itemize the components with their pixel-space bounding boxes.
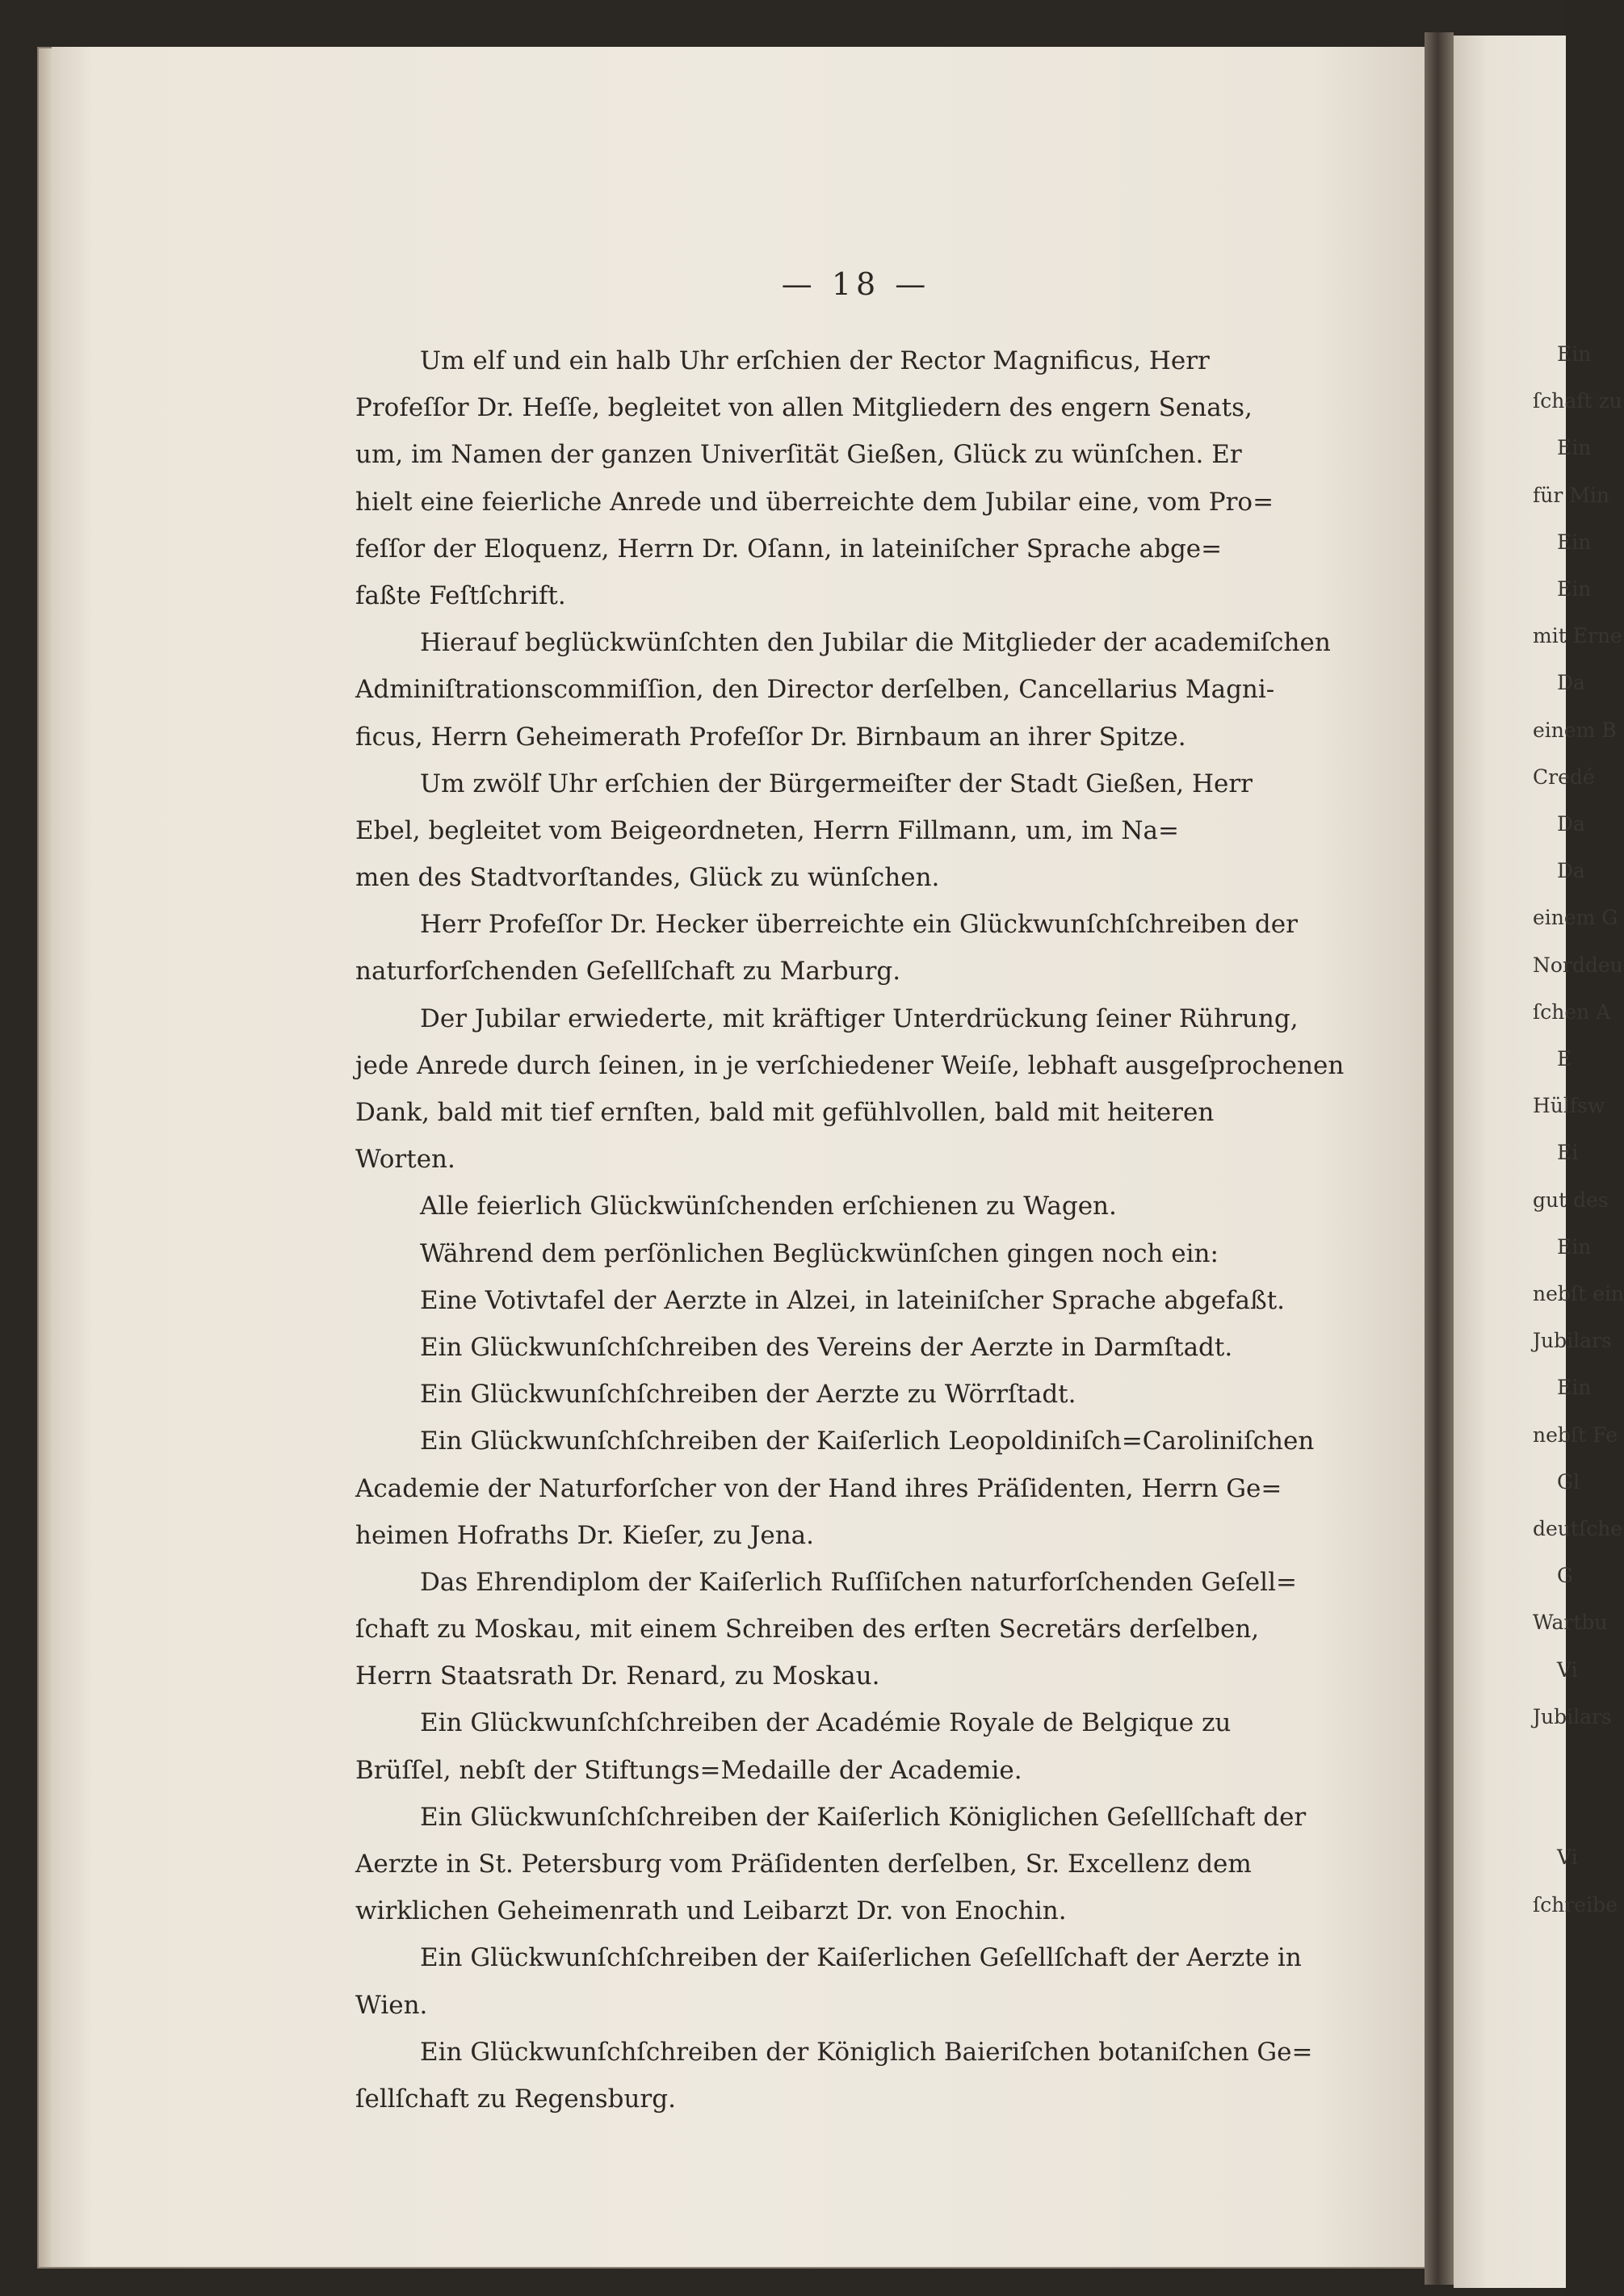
- facing-page-fragment: Gl: [1557, 1469, 1580, 1494]
- text-line: Während dem perſönlichen Beglückwünſchen gingen noch ein:: [420, 1238, 1219, 1268]
- facing-page-fragment: deutſche: [1533, 1517, 1623, 1540]
- text-line: men des Stadtvorſtandes, Glück zu wünſchen.: [355, 863, 940, 893]
- facing-page-fragment: nebſt Fe: [1533, 1422, 1618, 1447]
- facing-page-fragment: einem G: [1533, 906, 1618, 930]
- facing-page-fragment: Norddeu: [1533, 953, 1623, 977]
- facing-page-fragment: Ein: [1557, 530, 1592, 554]
- facing-page-fragment: Da: [1557, 859, 1585, 883]
- text-line: Profeſſor Dr. Heſſe, begleitet von allen Mitgliedern des engern Senats,: [355, 393, 1253, 423]
- book-gutter: [1425, 32, 1454, 2285]
- text-line: ſchaft zu Moskau, mit einem Schreiben des erſten Secretärs derſelben,: [355, 1615, 1260, 1644]
- facing-page-fragment: Da: [1557, 671, 1585, 695]
- text-line: Um elf und ein halb Uhr erſchien der Rector Magnificus, Herr: [420, 346, 1210, 375]
- facing-page-fragment: Jubilars: [1533, 1329, 1612, 1353]
- text-line: Hierauf beglückwünſchten den Jubilar die Mitglieder der academiſchen: [420, 628, 1331, 658]
- facing-page-fragment: einem B: [1533, 718, 1617, 742]
- text-line: Ein Glückwunſchſchreiben der Kaiſerlich Königlichen Geſellſchaft der: [420, 1802, 1307, 1832]
- facing-page-fragment: Vi: [1557, 1846, 1578, 1870]
- facing-page-fragment: Da: [1557, 812, 1585, 836]
- text-line: Brüſſel, nebſt der Stiftungs=Medaille der Academie.: [355, 1755, 1022, 1785]
- text-line: heimen Hofraths Dr. Kieſer, zu Jena.: [355, 1520, 815, 1550]
- text-line: ficus, Herrn Geheimerath Profeſſor Dr. Birnbaum an ihrer Spitze.: [355, 722, 1186, 752]
- facing-page-fragment: Credé: [1533, 765, 1595, 789]
- text-line: Herr Profeſſor Dr. Hecker überreichte ein Glückwunſchſchreiben der: [420, 910, 1298, 940]
- facing-page-fragment: Ei: [1557, 1141, 1579, 1165]
- text-line: jede Anrede durch ſeinen, in je verſchiedener Weiſe, lebhaft ausgeſprochenen: [355, 1050, 1345, 1080]
- facing-page-fragment: für Min: [1533, 483, 1609, 507]
- text-line: Das Ehrendiplom der Kaiſerlich Ruſſiſchen naturforſchenden Geſell=: [420, 1567, 1297, 1597]
- text-line: Der Jubilar erwiederte, mit kräftiger Unterdrückung ſeiner Rührung,: [420, 1003, 1299, 1033]
- facing-page-fragment: gut des: [1533, 1188, 1609, 1212]
- text-line: Dank, bald mit tief ernſten, bald mit gefühlvollen, bald mit heiteren: [355, 1098, 1215, 1127]
- text-line: um, im Namen der ganzen Univerſität Gießen, Glück zu wünſchen. Er: [355, 440, 1242, 470]
- facing-page-fragment: ſchen A: [1533, 999, 1611, 1024]
- text-line: wirklichen Geheimenrath und Leibarzt Dr. von Enochin.: [355, 1896, 1067, 1926]
- text-line: ſellſchaft zu Regensburg.: [355, 2084, 676, 2114]
- facing-page-fragment: Ein: [1557, 1376, 1592, 1400]
- facing-page-fragment: Ein: [1557, 342, 1592, 366]
- text-line: Ein Glückwunſchſchreiben der Académie Royale de Belgique zu: [420, 1708, 1232, 1738]
- text-line: Aerzte in St. Petersburg vom Präſidenten derſelben, Sr. Excellenz dem: [355, 1850, 1252, 1879]
- facing-page: [1454, 36, 1624, 2288]
- facing-page-fragment: ſchaft zu: [1533, 389, 1622, 413]
- body-text: [355, 337, 1405, 2122]
- text-line: Ein Glückwunſchſchreiben der Aerzte zu Wörrſtadt.: [420, 1380, 1076, 1410]
- text-line: naturforſchenden Geſellſchaft zu Marburg.: [355, 957, 901, 987]
- facing-page-fragment: Hülfsw: [1533, 1094, 1605, 1118]
- facing-page-fragment: G: [1557, 1564, 1573, 1588]
- text-line: Alle feierlich Glückwünſchenden erſchienen zu Wagen.: [420, 1192, 1117, 1221]
- facing-page-fragment: Ein: [1557, 577, 1592, 601]
- text-line: Ein Glückwunſchſchreiben der Kaiſerlich Leopoldiniſch=Caroliniſchen: [420, 1427, 1315, 1456]
- text-line: Academie der Naturforſcher von der Hand ihres Präſidenten, Herrn Ge=: [355, 1473, 1282, 1503]
- facing-page-fragment: E: [1557, 1047, 1572, 1070]
- facing-page-fragment: Ein: [1557, 436, 1592, 460]
- text-line: feſſor der Eloquenz, Herrn Dr. Oſann, in lateiniſcher Sprache abge=: [355, 534, 1223, 564]
- facing-page-fragment: Wartbu: [1533, 1611, 1608, 1635]
- text-line: hielt eine feierliche Anrede und überreichte dem Jubilar eine, vom Pro=: [355, 487, 1274, 517]
- text-line: Wien.: [355, 1990, 428, 2020]
- text-line: Ebel, begleitet vom Beigeordneten, Herrn Fillmann, um, im Na=: [355, 815, 1179, 845]
- facing-page-fragment: nebſt ein: [1533, 1282, 1624, 1305]
- text-line: Ein Glückwunſchſchreiben der Königlich Baieriſchen botaniſchen Ge=: [420, 2037, 1313, 2067]
- text-line: Herrn Staatsrath Dr. Renard, zu Moskau.: [355, 1661, 880, 1691]
- facing-page-fragment: mit Erne: [1533, 624, 1622, 648]
- page-number: — 18 —: [781, 266, 931, 302]
- facing-page-fragment: Vi: [1557, 1657, 1578, 1682]
- text-line: Worten.: [355, 1145, 455, 1175]
- facing-page-fragment: Ein: [1557, 1234, 1592, 1259]
- text-line: Ein Glückwunſchſchreiben des Vereins der Aerzte in Darmſtadt.: [420, 1332, 1233, 1362]
- text-line: Um zwölf Uhr erſchien der Bürgermeiſter der Stadt Gießen, Herr: [420, 769, 1253, 798]
- facing-page-fragment: ſchreibe: [1533, 1892, 1618, 1917]
- text-line: Eine Votivtafel der Aerzte in Alzei, in lateiniſcher Sprache abgefaßt.: [420, 1285, 1286, 1315]
- text-line: faßte Feſtſchrift.: [355, 580, 566, 610]
- text-line: Adminiſtrationscommiſſion, den Director derſelben, Cancellarius Magni-: [355, 675, 1275, 705]
- facing-page-fragment: Jubilars: [1533, 1704, 1612, 1728]
- text-line: Ein Glückwunſchſchreiben der Kaiſerlichen Geſellſchaft der Aerzte in: [420, 1943, 1302, 1973]
